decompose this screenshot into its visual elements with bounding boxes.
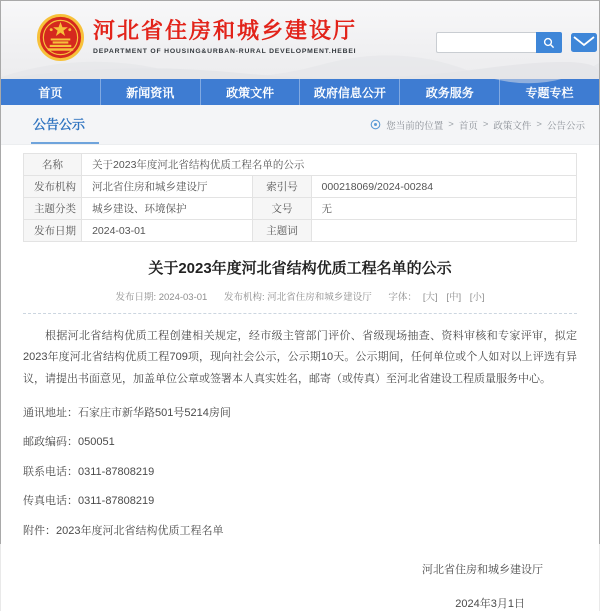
contact-phone-label: 联系电话：: [23, 465, 78, 478]
attachment-line: [23, 522, 577, 538]
section-title: 公告公示: [31, 105, 99, 144]
info-label-category: 主题分类: [24, 198, 82, 220]
info-label-index: 索引号: [253, 176, 311, 198]
info-value-name: 关于2023年度河北省结构优质工程名单的公示: [82, 154, 577, 176]
publish-date-label: 发布日期:: [115, 292, 157, 303]
font-size-medium-button[interactable]: [中]: [446, 292, 462, 303]
article-meta: [23, 289, 577, 303]
info-label-docnum: 文号: [253, 198, 311, 220]
breadcrumb: [370, 105, 599, 144]
meta-divider: [23, 313, 577, 314]
contact-postcode-value: 050051: [78, 436, 115, 449]
contact-address: [23, 404, 577, 420]
signature-date: 2024年3月1日: [455, 597, 525, 610]
info-value-docnum: 无: [311, 198, 576, 220]
content-area: [1, 145, 599, 611]
signature-org: 河北省住房和城乡建设厅: [422, 563, 543, 576]
font-size-small-button[interactable]: [小]: [469, 292, 485, 303]
main-nav: [1, 79, 599, 105]
breadcrumb-item-policy[interactable]: 政策文件: [493, 120, 532, 132]
contact-phone-value: 0311-87808219: [78, 465, 155, 478]
nav-item-topics[interactable]: 专题专栏: [525, 85, 574, 100]
document-info-table: [23, 153, 577, 242]
info-label-publisher: 发布机构: [24, 176, 82, 198]
info-value-keywords: [311, 220, 576, 242]
contact-fax-label: 传真电话：: [23, 495, 78, 508]
info-label-date: 发布日期: [24, 220, 82, 242]
national-emblem-icon: [37, 14, 84, 61]
breadcrumb-item-current: 公告公示: [546, 120, 585, 132]
breadcrumb-separator: >: [536, 119, 542, 130]
table-row: [24, 198, 577, 220]
site-brand: [93, 18, 357, 55]
info-value-date: 2024-03-01: [82, 220, 253, 242]
publish-date: 2024-03-01: [158, 292, 208, 303]
table-row: [24, 176, 577, 198]
search-icon: [543, 37, 555, 49]
publisher-label: 发布机构:: [223, 292, 265, 303]
location-pin-icon: [370, 119, 381, 130]
info-value-publisher: 河北省住房和城乡建设厅: [82, 176, 253, 198]
nav-item-home[interactable]: 首页: [1, 79, 101, 105]
contact-phone: [23, 463, 577, 479]
font-size-large-button[interactable]: [大]: [422, 292, 438, 303]
nav-item-services[interactable]: 政务服务: [400, 79, 500, 105]
site-subtitle: DEPARTMENT OF HOUSING&URBAN-RURAL DEVELOPMENT.HEBEI: [93, 48, 357, 56]
site-title: 河北省住房和城乡建设厅: [93, 18, 358, 43]
attachment-link[interactable]: 2023年度河北省结构优质工程名单: [56, 524, 224, 537]
nav-item-policy[interactable]: 政策文件: [201, 79, 301, 105]
breadcrumb-item-home[interactable]: 首页: [458, 120, 478, 132]
info-label-name: 名称: [24, 154, 82, 176]
nav-item-news[interactable]: 新闻资讯: [101, 79, 201, 105]
contact-fax-value: 0311-87808219: [78, 495, 155, 508]
nav-item-gov-info[interactable]: 政府信息公开: [300, 79, 400, 105]
contact-address-value: 石家庄市新华路501号5214房间: [78, 406, 231, 419]
contact-postcode: [23, 433, 577, 449]
site-header: [1, 1, 599, 79]
signature-block: [23, 561, 577, 611]
contact-fax: [23, 492, 577, 508]
search-input[interactable]: [436, 32, 536, 53]
font-size-label: 字体：: [388, 292, 417, 303]
table-row: [24, 154, 577, 176]
mail-icon[interactable]: [571, 33, 597, 52]
breadcrumb-bar: [1, 105, 599, 145]
search-button[interactable]: [536, 32, 562, 53]
attachment-label: 附件：: [23, 524, 56, 537]
article-title: 关于2023年度河北省结构优质工程名单的公示: [148, 260, 452, 277]
breadcrumb-separator: >: [482, 119, 489, 130]
contact-postcode-label: 邮政编码：: [23, 436, 78, 449]
info-value-category: 城乡建设、环境保护: [82, 198, 253, 220]
info-label-keywords: 主题词: [253, 220, 311, 242]
breadcrumb-separator: >: [448, 119, 454, 130]
contact-address-label: 通讯地址：: [23, 406, 78, 419]
breadcrumb-location-label: 您当前的位置: [386, 120, 444, 132]
search-bar: [436, 32, 562, 53]
publisher: 河北省住房和城乡建设厅: [267, 292, 372, 303]
article-paragraph: 根据河北省结构优质工程创建相关规定，经市级主管部门评价、省级现场抽查、资料审核和专家评审，拟定2023年度河北省结构优质工程709项，现向社会公示，公示期10天。公示期间，任何单位或个人如对以上评选有异议，请提出书面意见，加盖单位公章或签署本人真实姓名，邮寄（或传真）至河北省建设工程质量服务中心。: [23, 330, 577, 385]
info-value-index: 000218069/2024-00284: [311, 176, 576, 198]
table-row: [24, 220, 577, 242]
